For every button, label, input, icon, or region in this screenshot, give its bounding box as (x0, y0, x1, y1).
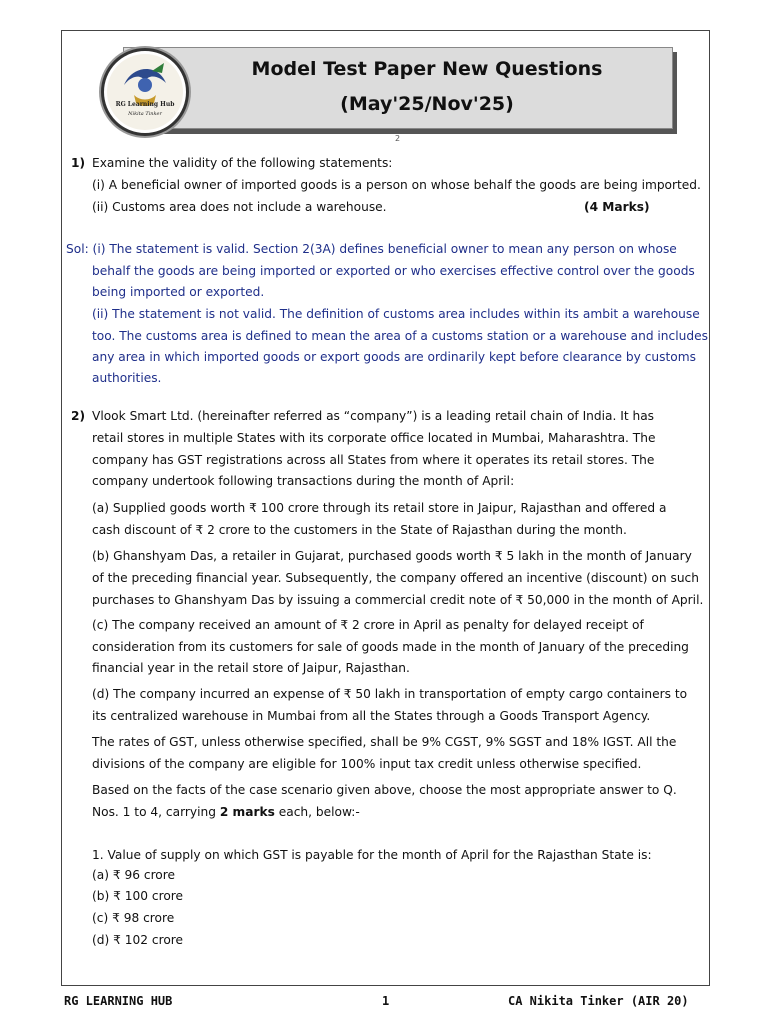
solution-line: authorities. (92, 371, 162, 385)
transaction-b: purchases to Ghanshyam Das by issuing a commercial credit note of ₹ 50,000 in the month of April. (92, 593, 704, 607)
question-number: 2) (71, 409, 86, 423)
small-mark: 2 (395, 134, 401, 143)
krishna-logo-icon (104, 51, 186, 133)
transaction-b: (b) Ghanshyam Das, a retailer in Gujarat, purchased goods worth ₹ 5 lakh in the month of January (92, 549, 692, 563)
option-d: (d) ₹ 102 crore (92, 933, 184, 947)
logo-text: RG Learning Hub (115, 101, 175, 108)
transaction-a: cash discount of ₹ 2 crore to the customers in the State of Rajasthan during the month. (92, 523, 627, 537)
option-a: (a) ₹ 96 crore (92, 868, 176, 882)
gst-rates-note: The rates of GST, unless otherwise specified, shall be 9% CGST, 9% SGST and 18% IGST. All the (92, 735, 677, 749)
transaction-d: its centralized warehouse in Mumbai from all the States through a Goods Transport Agency. (92, 709, 651, 723)
statement-ii: (ii) Customs area does not include a warehouse. (92, 200, 387, 214)
case-intro-line: retail stores in multiple States with its corporate office located in Mumbai, Maharashtra. The (92, 431, 656, 445)
case-intro-line: company undertook following transactions during the month of April: (92, 474, 515, 488)
page-title: Model Test Paper New Questions (251, 58, 603, 80)
page-number: 1 (382, 994, 390, 1008)
transaction-c: (c) The company received an amount of ₹ 2 crore in April as penalty for delayed receipt of (92, 618, 644, 632)
logo-tagline: Nikita Tinker (128, 111, 162, 117)
option-c: (c) ₹ 98 crore (92, 911, 175, 925)
transaction-b: of the preceding financial year. Subsequently, the company offered an incentive (discount) on such (92, 571, 699, 585)
statement-i: (i) A beneficial owner of imported goods is a person on whose behalf the goods are being imported. (92, 178, 701, 192)
transaction-a: (a) Supplied goods worth ₹ 100 crore through its retail store in Jaipur, Rajasthan and offered a (92, 501, 667, 515)
instructions-text: each, below:- (274, 805, 360, 819)
instructions-line (92, 801, 360, 823)
instructions-marks: 2 marks (219, 805, 275, 819)
sub-question: 1. Value of supply on which GST is payable for the month of April for the Rajasthan State is: (92, 848, 652, 862)
footer-right: CA Nikita Tinker (AIR 20) (508, 994, 689, 1008)
marks-label: (4 Marks) (584, 200, 650, 214)
transaction-c: consideration from its customers for sale of goods made in the month of January of the preceding (92, 640, 689, 654)
instructions-text: Nos. 1 to 4, carrying (92, 805, 220, 819)
question-number: 1) (71, 156, 86, 170)
instructions-line: Based on the facts of the case scenario given above, choose the most appropriate answer to Q. (92, 783, 677, 797)
transaction-c: financial year in the retail store of Jaipur, Rajasthan. (92, 661, 410, 675)
transaction-d: (d) The company incurred an expense of ₹ 50 lakh in transportation of empty cargo containers to (92, 687, 688, 701)
solution-line: too. The customs area is defined to mean the area of a customs station or a warehouse and includes (92, 329, 708, 343)
question-stem: Examine the validity of the following statements: (92, 156, 393, 170)
solution-line: (ii) The statement is not valid. The definition of customs area includes within its ambit a warehouse (92, 307, 700, 321)
solution-line: behalf the goods are being imported or exported or who exercises effective control over the goods (92, 264, 695, 278)
solution-line: any area in which imported goods or export goods are ordinarily kept before clearance by customs (92, 350, 696, 364)
solution-line: being imported or exported. (92, 285, 265, 299)
case-intro-line: company has GST registrations across all States from where it operates its retail stores. The (92, 453, 655, 467)
footer-left: RG LEARNING HUB (64, 994, 173, 1008)
case-intro-line: Vlook Smart Ltd. (hereinafter referred as “company”) is a leading retail chain of India. It has (92, 409, 655, 423)
solution-line: Sol: (i) The statement is valid. Section 2(3A) defines beneficial owner to mean any person on whose (66, 242, 677, 256)
gst-rates-note: divisions of the company are eligible for 100% input tax credit unless otherwise specified. (92, 757, 642, 771)
option-b: (b) ₹ 100 crore (92, 889, 184, 903)
page-subtitle: (May'25/Nov'25) (340, 93, 514, 115)
rg-learning-hub-logo (101, 48, 189, 136)
